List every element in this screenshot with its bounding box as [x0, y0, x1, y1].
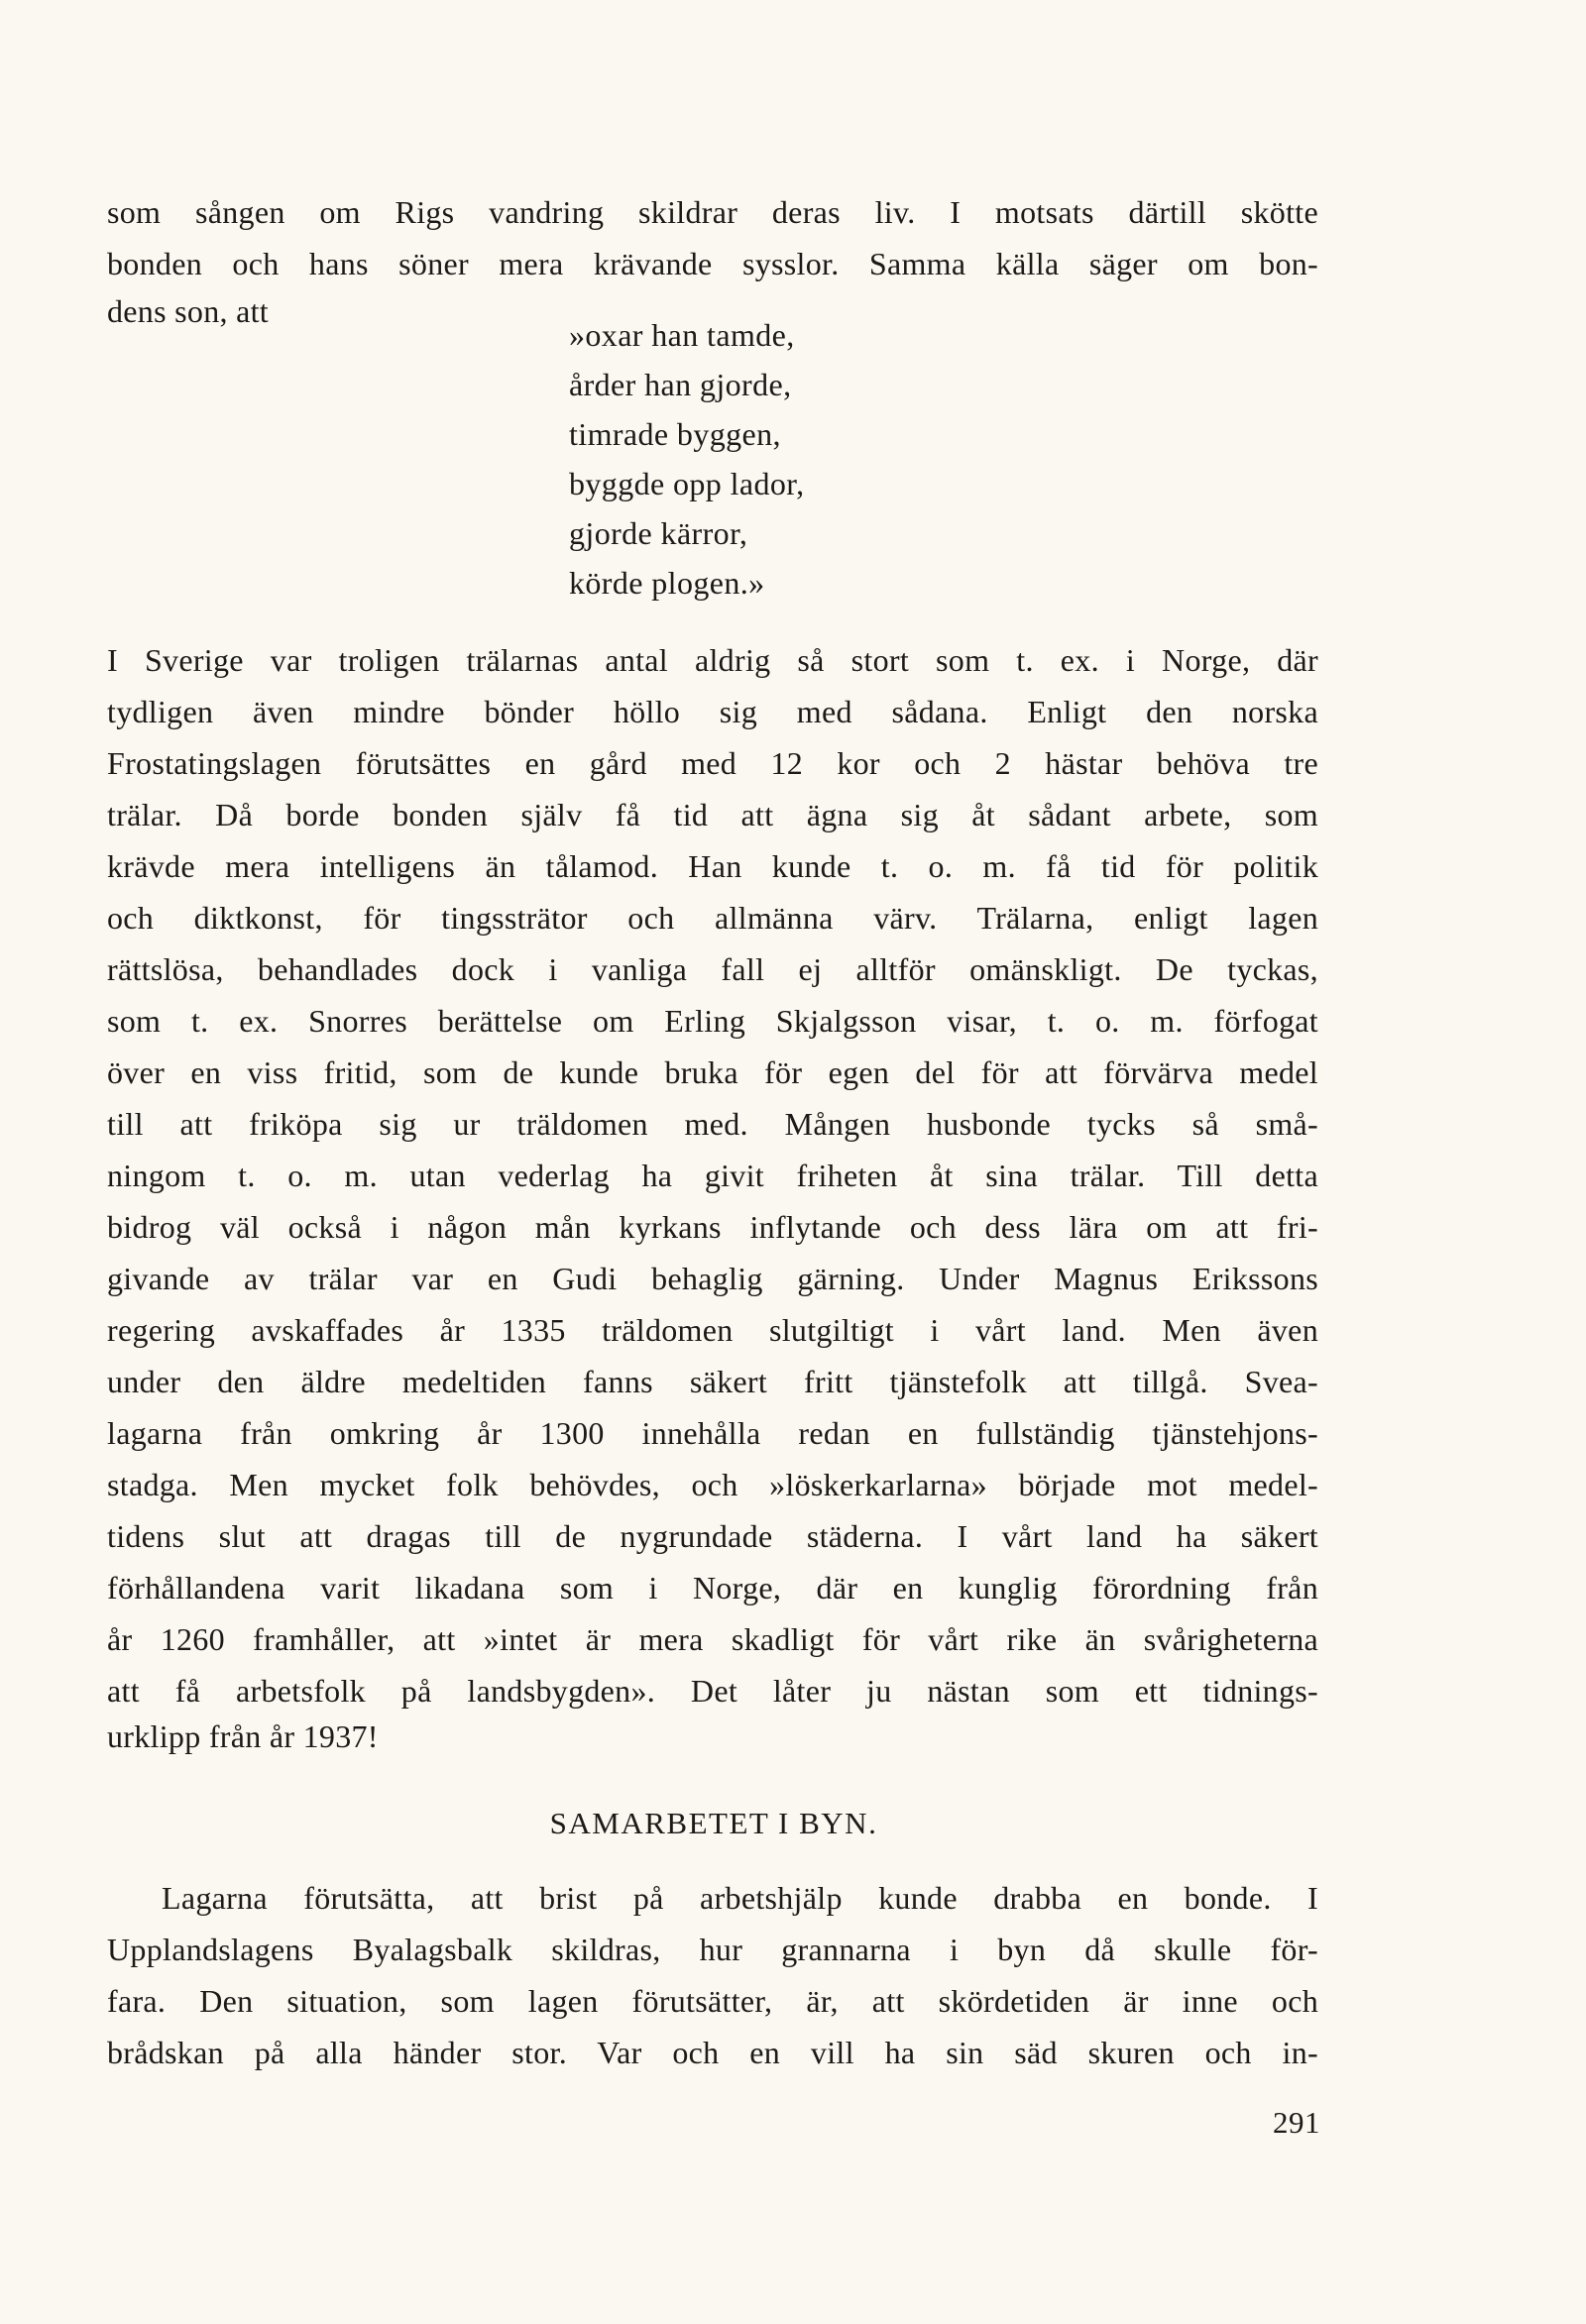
text-line: regering avskaffades år 1335 träldomen slutgiltigt i vårt land. Men även: [107, 1312, 1318, 1348]
text-line: givande av trälar var en Gudi behaglig gärning. Under Magnus Erikssons: [107, 1261, 1318, 1296]
text-line: ningom t. o. m. utan vederlag ha givit friheten åt sina trälar. Till detta: [107, 1158, 1318, 1193]
text-line: tidens slut att dragas till de nygrundade städerna. I vårt land ha säkert: [107, 1518, 1318, 1554]
text-line: år 1260 framhåller, att »intet är mera skadligt för vårt rike än svårigheterna: [107, 1621, 1318, 1657]
text-line: till att friköpa sig ur träldomen med. Mången husbonde tycks så små-: [107, 1106, 1318, 1142]
text-line: lagarna från omkring år 1300 innehålla redan en fullständig tjänstehjons-: [107, 1415, 1318, 1451]
text-line: brådskan på alla händer stor. Var och en vill ha sin säd skuren och in-: [107, 2035, 1318, 2070]
text-line: som sången om Rigs vandring skildrar deras liv. I motsats därtill skötte: [107, 194, 1318, 230]
text-line: förhållandena varit likadana som i Norge, där en kunglig förordning från: [107, 1570, 1318, 1605]
text-line: bonden och hans söner mera krävande sysslor. Samma källa säger om bon-: [107, 246, 1318, 281]
text-line: Lagarna förutsätta, att brist på arbetshjälp kunde drabba en bonde. I: [162, 1880, 1318, 1916]
text-line: rättslösa, behandlades dock i vanliga fall ej alltför omänskligt. De tyckas,: [107, 951, 1318, 987]
text-line: urklipp från år 1937!: [107, 1718, 379, 1754]
text-line: och diktkonst, för tingssträtor och allmänna värv. Trälarna, enligt lagen: [107, 900, 1318, 936]
verse-line: gjorde kärror,: [569, 515, 748, 551]
text-line: krävde mera intelligens än tålamod. Han kunde t. o. m. få tid för politik: [107, 848, 1318, 884]
text-line: Upplandslagens Byalagsbalk skildras, hur grannarna i byn då skulle för-: [107, 1932, 1318, 1967]
verse-line: »oxar han tamde,: [569, 317, 795, 353]
page-number: 291: [1273, 2105, 1320, 2140]
text-line: under den äldre medeltiden fanns säkert fritt tjänstefolk att tillgå. Svea-: [107, 1364, 1318, 1399]
text-line: fara. Den situation, som lagen förutsätter, är, att skördetiden är inne och: [107, 1983, 1318, 2019]
text-line: tydligen även mindre bönder höllo sig med sådana. Enligt den norska: [107, 694, 1318, 729]
text-line: över en viss fritid, som de kunde bruka för egen del för att förvärva medel: [107, 1054, 1318, 1090]
text-line: stadga. Men mycket folk behövdes, och »löskerkarlarna» började mot medel-: [107, 1467, 1318, 1502]
verse-line: körde plogen.»: [569, 565, 765, 601]
text-line: Frostatingslagen förutsättes en gård med 12 kor och 2 hästar behöva tre: [107, 745, 1318, 781]
text-line: dens son, att: [107, 293, 269, 329]
verse-line: byggde opp lador,: [569, 466, 805, 501]
text-line: bidrog väl också i någon mån kyrkans inflytande och dess lära om att fri-: [107, 1209, 1318, 1245]
section-heading: SAMARBETET I BYN.: [549, 1806, 878, 1840]
text-line: som t. ex. Snorres berättelse om Erling Skjalgsson visar, t. o. m. förfogat: [107, 1003, 1318, 1039]
text-line: trälar. Då borde bonden själv få tid att ägna sig åt sådant arbete, som: [107, 797, 1318, 832]
verse-line: årder han gjorde,: [569, 367, 792, 402]
text-line: att få arbetsfolk på landsbygden». Det låter ju nästan som ett tidnings-: [107, 1673, 1318, 1709]
verse-line: timrade byggen,: [569, 416, 781, 452]
text-line: I Sverige var troligen trälarnas antal aldrig så stort som t. ex. i Norge, där: [107, 642, 1318, 678]
